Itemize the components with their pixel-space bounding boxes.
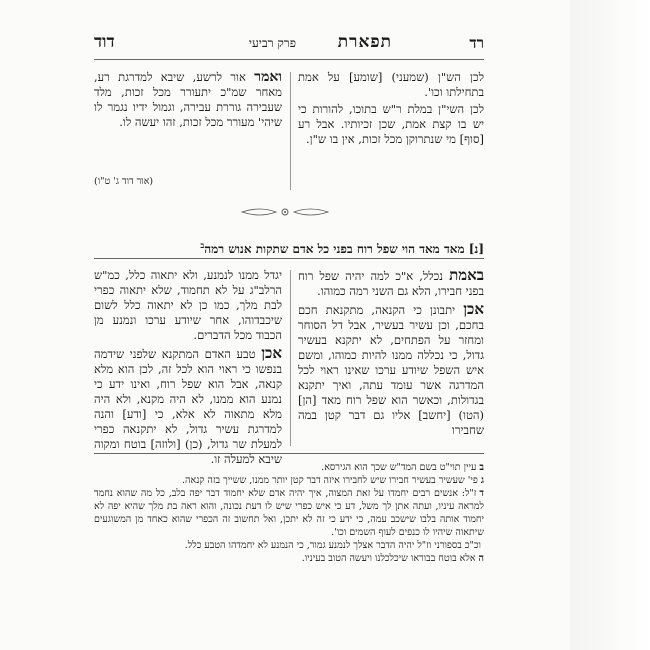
footnotes [94, 461, 484, 565]
lower-left-column [94, 268, 282, 467]
upper-right-line: לכן הש"ן (שמעני) [שומע] על אמת בתחילתו וכו'. [298, 70, 484, 99]
paragraph-text: טבע האדם המתקנא שלפני שידמה בנפשו כי ראוי הוא לכל זה, לכן הוא מלא קנאה, אבל הוא שפל רוח, ואינו ידע כי נמנע הוא ממנו, לא היה מקנא, ולא היה מלא מתאוה לא אלא, כי [ודע] והנה למדרגת עשיר גדול, לא יתקנאה כפרי למעלת שר גדול, (כן) [ולוזה] בוטח ומקוה שיבא למעלה זו. [94, 347, 282, 466]
footnote [94, 487, 484, 539]
paragraph-lead-word: באמת [449, 266, 485, 284]
footnote-text: ז"ל: אנשים רבים יחמדו על זאת המצוה, איך יהיה אדם שלא יחמוד דבר יפה בלב, כל מה שהוא נחמד למראה עיניו, ועתה אתן לך משל, דע כי איש כפרי שיש לו דעת נכונה, והוא ראה בת מלך שהיא יפה לא יחמוד אותה בלבו שישכב עמה, כי ידע כי זה לא יתכן, ואל תחשוב זה הכפרי שהוא כאחד מן המשוגעים שיתאוה שיהיו לו כנפים לעוף השמים וכו'. [94, 488, 484, 538]
page-margin [570, 0, 650, 650]
upper-right-line: לכן השי"ן במלת ר"ש בתוכו, להורות כי יש בו קצת אמת, שכן זכיותיו. אבל רע [סוף] מי שנתרוקן מכל זכות, אין בו ש"ן. [298, 102, 484, 146]
footnote-text: אלא בוטח בבוראו שיכלכלנו ויעשה הטוב בעיניו. [301, 553, 476, 564]
upper-left-text: אור לרשע, שיבא למדרגת רע, מאחר שמ"כ יתעורר מכל זכות, מלד שעבירה גוררת עבירה, וגמול ידיו נגמר לו שיהי' מעורר מכל זכות, זהו יעשה לו. [94, 70, 282, 129]
paragraph-text: יתבונן כי הקנאה, מתקנאת חכם בחכם, וכן עשיר בעשיר, אבל דל הסוחר ומחזר על הפתחים, לא יתקנא בעשיר גדול, כי נכללה ממנו להיות כמוהו, ומשם איש השפל שיודע ערכו שאינו ראוי לכל המדרגה אשר עומד עתה, ואיך יתקנא בגדולות, וכאשר הוא שפל רוח מאד [הן] (הטו) [יחשב] אליו גם דבר קטן במה שחבירו [298, 303, 484, 437]
footnote-rule [94, 453, 484, 454]
author-name: דוד [94, 32, 115, 52]
lower-right-column [298, 268, 484, 438]
ornament-divider [240, 205, 330, 219]
paragraph-lead-word: אכן [261, 344, 282, 362]
footnote [94, 474, 484, 487]
footnote [94, 552, 484, 565]
lower-column-divider [290, 270, 291, 446]
footnote-text: פי' שעשיר בעשיר חבירו שיש לחבירו איזה דבר קטן יותר ממנו, ששייך בזה קנאה. [182, 475, 478, 486]
paragraph-lead-word: אכן [463, 300, 484, 318]
footnote [94, 461, 484, 474]
footnote [94, 539, 484, 552]
header-rule [94, 59, 484, 60]
upper-column-divider [290, 72, 291, 190]
footnote-letter: ה [478, 553, 484, 564]
footnote-letter: ג [480, 475, 484, 486]
upper-left-column [94, 70, 282, 130]
paragraph-text: נכלל, א"כ למה יהיה שפל רוח בפני חבירו, הלא גם השני רמה כמוהו. [298, 269, 484, 298]
footnote-letter: ד [479, 488, 484, 499]
paragraph-text: יגדל ממנו לנמנע, ולא יתאוה כלל, כמ"ש הרלב"ג על לא תחמוד, שלא יתאוה כפרי לבת מלך, כמו כן לא יתאוה כלל לשום שיכבדוהו, אחר שיודע ערכו ונמנע מן הכבוד מכל הדברים. [94, 268, 282, 342]
footnote-marker: ב [200, 240, 205, 250]
book-title: תפארת [337, 32, 392, 52]
footnote-text: עיין תוי"ט בשם המד"ש שכך הוא הגירסא. [321, 462, 477, 473]
mishnah-heading-text: [נ] מאד מאד הוי שפל רוח בפני כל אדם שתקות אנוש רמה [204, 242, 484, 256]
footnote-letter: ב [479, 462, 484, 473]
footnote-text: וכ"כ בספורני וז"ל יהיה הדבר אצלך לנמנע גמור, כי הנמנע לא יחמדהו הטבע כלל. [184, 540, 481, 551]
source-citation: (אור דוד ג' ט"ו) [94, 176, 154, 187]
mishnah-heading [94, 240, 484, 257]
upper-right-column [298, 70, 484, 147]
chapter-label: פרק רביעי [248, 36, 296, 50]
page-number: רד [469, 34, 484, 52]
section-rule [94, 258, 484, 259]
upper-left-lead-word: ואמר [254, 69, 282, 85]
running-header [94, 32, 484, 58]
